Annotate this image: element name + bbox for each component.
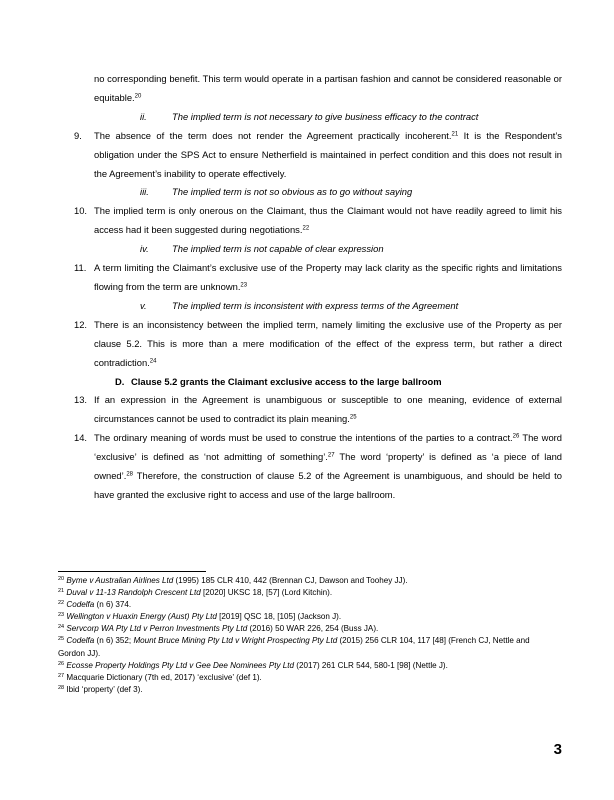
paragraph-10 [74,202,562,240]
footnote-ref[interactable]: 25 [349,414,357,421]
footnote-ref[interactable]: 23 [240,282,248,289]
footnote [58,587,558,599]
section-heading-text: Clause 5.2 grants the Claimant exclusive access to the large ballroom [131,375,442,387]
paragraph-text: If an expression in the Agreement is unambiguous or susceptible to one meaning, evidence of external circumstances cannot be used to contradict its plain meaning. [94,394,562,425]
footnote-number: 22 [58,600,65,607]
paragraph-text: A term limiting the Claimant’s exclusive use of the Property may lack clarity as the specific rights and limitations flowing from the term are unknown. [94,262,562,292]
paragraph-number: 11. [74,262,87,274]
paragraph-number: 9. [74,129,82,141]
footnote-ref[interactable]: 27 [327,452,335,459]
body-text [74,70,562,505]
paragraph-text: no corresponding benefit. This term would operate in a partisan fashion and cannot be considered reasonable or equitable. [94,73,562,103]
citation: Ibid ‘property’ (def 3). [66,684,143,694]
footnote-number: 28 [58,684,65,691]
footnote-number: 23 [58,612,65,619]
citation: (2016) 50 WAR 226, 254 (Buss JA). [247,624,379,634]
footnote [58,635,558,659]
citation: (2017) 261 CLR 544, 580-1 [98] (Nettle J). [294,660,448,670]
subheading-numeral: iv. [140,243,149,255]
footnote-ref[interactable]: 26 [512,433,520,440]
subheading-iii [74,183,562,202]
paragraph-text: The ordinary meaning of words must be used to construe the intentions of the parties to a contract. [94,432,513,444]
section-heading-d [74,373,562,392]
citation: (1995) 185 CLR 410, 442 (Brennan CJ, Dawson and Toohey JJ). [173,576,408,585]
subheading-text: The implied term is not capable of clear expression [172,243,384,255]
subheading-text: The implied term is inconsistent with express terms of the Agreement [172,299,459,311]
paragraph-text: There is an inconsistency between the implied term, namely limiting the exclusive use of the Property as per clause 5.2. This is more than a mere modification of the effect of the express term, but rather a direct contradiction. [94,318,562,368]
paragraph-text: The word ‘property’ is defined as ‘a piece of land owned’. [94,451,563,482]
page-number: 3 [553,741,562,758]
footnote-number: 21 [58,588,65,595]
paragraph-11 [74,259,562,297]
case-name: Duval v 11-13 Randolph Crescent Ltd [66,588,201,598]
section-letter: D. [115,375,125,387]
citation: [2019] QSC 18, [105] (Jackson J). [216,612,342,622]
footnote [58,672,558,684]
paragraph-number: 14. [74,432,88,444]
subheading-text: The implied term is not necessary to give business efficacy to the contract [172,110,479,122]
paragraph-number: 13. [74,394,88,406]
citation: Macquarie Dictionary (7th ed, 2017) ‘exclusive’ (def 1). [66,672,262,682]
footnote-number: 27 [58,672,65,679]
case-name: Codelfa [66,600,95,610]
subheading-iv [74,240,562,259]
footnote [58,660,558,672]
case-name: Byme v Australian Airlines Ltd [66,576,174,585]
footnote-separator [58,571,206,572]
subheading-v [74,297,562,316]
citation: (n 6) 374. [94,600,132,610]
paragraph-text: It is the Respondent’s obligation under the SPS Act to ensure Netherfield is maintained in perfect condition and this does not result in the Agreement’s inability to operate effectively. [94,129,562,179]
footnote [58,684,558,696]
footnote [58,575,558,587]
footnote-ref[interactable]: 28 [126,471,134,478]
footnotes [58,575,558,696]
case-name: Servcorp WA Pty Ltd v Perron Investments Pty Ltd [66,624,248,634]
footnote-ref[interactable]: 24 [149,358,157,365]
paragraph-14 [74,429,562,505]
case-name: Ecosse Property Holdings Pty Ltd v Gee Dee Nominees Pty Ltd [66,660,295,670]
paragraph-continuation [74,70,562,108]
subheading-numeral: v. [140,299,147,311]
footnote [58,599,558,611]
paragraph-text: The implied term is only onerous on the Claimant, thus the Claimant would not have readily agreed to limit his access had it been suggested during negotiations. [94,205,562,236]
paragraph-number: 12. [74,318,88,330]
footnote [58,623,558,635]
subheading-text: The implied term is not so obvious as to go without saying [172,186,413,198]
paragraph-13 [74,391,562,429]
footnote-ref[interactable]: 21 [451,131,459,138]
subheading-numeral: iii. [140,186,149,198]
footnote-ref[interactable]: 20 [134,93,142,100]
citation: [2020] UKSC 18, [57] (Lord Kitchin). [200,588,333,598]
paragraph-text: The word ‘exclusive’ is defined as ‘not admitting of something’. [94,432,563,463]
subheading-numeral: ii. [140,110,147,122]
case-name: Mount Bruce Mining Pty Ltd v Wright Prospecting Pty Ltd [133,636,338,646]
paragraph-text: The absence of the term does not render the Agreement practically incoherent. [94,129,452,141]
citation: (2015) 256 CLR 104, 117 [48] (French CJ, Nettle and Gordon JJ). [58,636,530,658]
paragraph-12 [74,316,562,373]
paragraph-text: Therefore, the construction of clause 5.2 of the Agreement is unambiguous, and should be held to have granted the exclusive right to access and use of the large ballroom. [94,470,562,500]
case-name: Wellington v Huaxin Energy (Aust) Pty Ltd [66,612,217,622]
citation: (n 6) 352; [94,636,134,646]
footnote-number: 20 [58,576,65,582]
subheading-ii [74,108,562,127]
footnote-ref[interactable]: 22 [302,225,310,232]
footnote-number: 26 [58,660,65,667]
footnote [58,611,558,623]
paragraph-number: 10. [74,205,88,217]
footnote-number: 25 [58,636,65,643]
case-name: Codelfa [66,636,95,646]
footnote-number: 24 [58,624,65,631]
paragraph-9 [74,127,562,184]
